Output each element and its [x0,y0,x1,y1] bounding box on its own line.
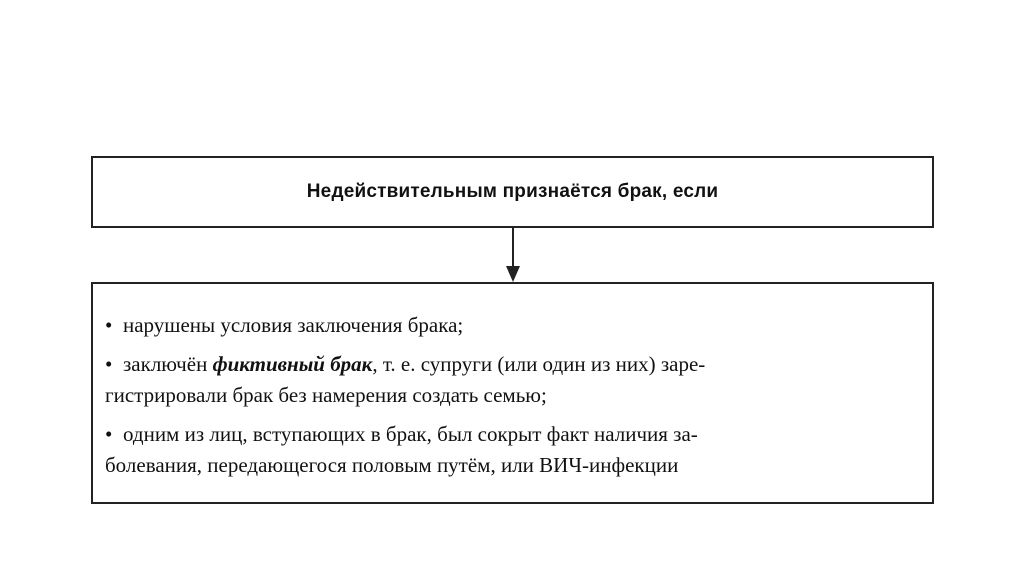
condition-text: нарушены условия заключения брака; [123,313,464,337]
arrow-down-icon [503,228,523,282]
condition-text-line1: одним из лиц, вступающих в брак, был сокрыт факт наличия за- [123,422,698,446]
bullet: • [105,352,113,376]
condition-emphasis: фиктивный брак [212,352,373,376]
condition-text-before: заключён [123,352,213,376]
condition-item-1 [105,310,892,341]
bullet: • [105,422,113,446]
conditions-box [91,282,934,504]
condition-text-line2: гистрировали брак без намерения создать семью; [105,383,547,407]
condition-item-2 [105,349,892,411]
condition-text-line2: болевания, передающегося половым путём, или ВИЧ-инфекции [105,453,679,477]
header-title: Недействительным признаётся брак, если [306,181,719,202]
header-box [91,156,934,228]
condition-text-after: , т. е. супруги (или один из них) заре- [372,352,706,376]
bullet: • [105,313,113,337]
condition-item-3 [105,419,892,481]
